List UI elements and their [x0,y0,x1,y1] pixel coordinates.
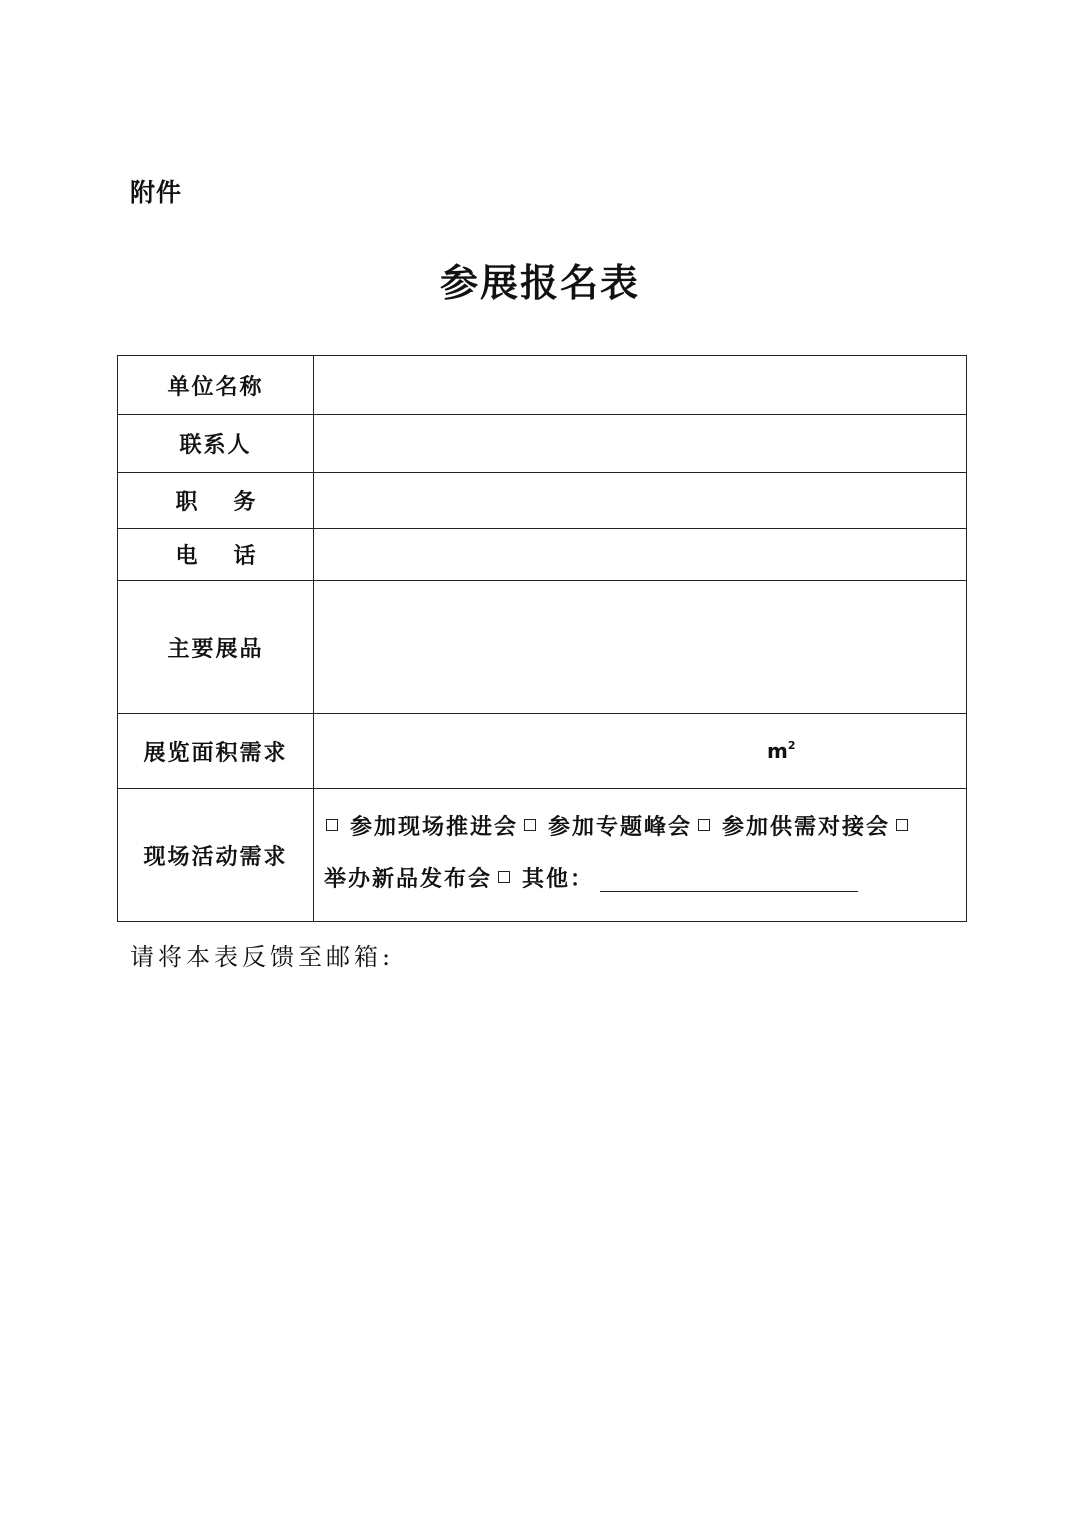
other-input-line[interactable] [600,871,858,892]
position-label-cell [118,473,314,529]
table-row [118,581,967,714]
option-summit[interactable]: 参加专题峰会 [548,815,693,840]
table-row [118,415,967,473]
option-other[interactable] [522,867,858,892]
table-row [118,356,967,415]
activity-options-text [314,794,966,916]
table-row [118,529,967,581]
phone-field[interactable] [314,529,967,581]
contact-label: 联系人 [118,415,314,473]
activity-label: 现场活动需求 [118,789,314,922]
form-title: 参展报名表 [439,260,640,305]
checkbox-icon[interactable] [698,819,710,831]
table-row [118,789,967,922]
area-unit [314,739,966,763]
checkbox-icon[interactable] [326,819,338,831]
main-products-field[interactable] [314,581,967,714]
option-site-promotion[interactable] [324,815,518,840]
checkbox-icon[interactable] [498,871,510,883]
attachment-label: 附件 [130,178,183,207]
area-unit-base: m [767,739,788,763]
phone-label-cell [118,529,314,581]
phone-label: 电话 [175,544,292,569]
org-name-label: 单位名称 [118,356,314,415]
table-row [118,714,967,789]
main-products-label: 主要展品 [118,581,314,714]
contact-field[interactable] [314,415,967,473]
org-name-field[interactable] [314,356,967,415]
registration-table [117,355,967,922]
activity-options [314,789,967,922]
area-field[interactable] [314,714,967,789]
option-product-launch[interactable]: 举办新品发布会 [324,867,493,892]
option-other-label: 其他： [522,867,595,892]
position-field[interactable] [314,473,967,529]
option-site-promotion-label: 参加现场推进会 [350,815,519,840]
footer-note: 请将本表反馈至邮箱: [130,943,395,971]
area-unit-sup: 2 [787,739,796,752]
checkbox-icon[interactable] [896,819,908,831]
position-label: 职务 [175,490,292,515]
checkbox-icon[interactable] [524,819,536,831]
area-label: 展览面积需求 [118,714,314,789]
table-row [118,473,967,529]
option-matchmaking[interactable]: 参加供需对接会 [722,815,891,840]
